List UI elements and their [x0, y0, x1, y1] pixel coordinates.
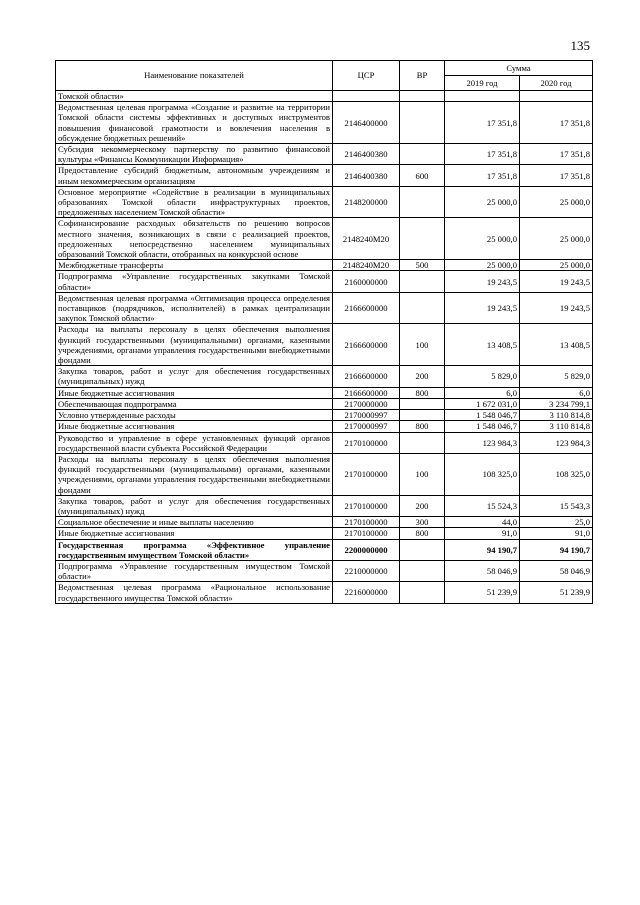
row-value-2019: 44,0 — [445, 517, 520, 528]
row-value-2019: 19 243,5 — [445, 271, 520, 292]
row-value-2019: 94 190,7 — [445, 539, 520, 560]
row-name: Иные бюджетные ассигнования — [56, 387, 333, 398]
row-csr: 2170100000 — [333, 495, 400, 516]
row-csr: 2146400000 — [333, 102, 400, 144]
row-name: Расходы на выплаты персоналу в целях обеспечения выполнения функций государственными (муниципальными) органами, казенными учреждениями, органами управления государственными внебюджетными фондами — [56, 324, 333, 366]
row-value-2020: 94 190,7 — [520, 539, 593, 560]
row-vr: 800 — [400, 528, 445, 539]
row-vr — [400, 539, 445, 560]
row-value-2019: 25 000,0 — [445, 186, 520, 218]
row-csr: 2170000000 — [333, 398, 400, 409]
table-row — [56, 324, 593, 366]
table-row — [56, 218, 593, 260]
table-row — [56, 260, 593, 271]
row-value-2020: 25 000,0 — [520, 218, 593, 260]
row-vr — [400, 432, 445, 453]
row-csr: 2148240M20 — [333, 218, 400, 260]
row-csr: 2166600000 — [333, 292, 400, 324]
row-csr: 2146400380 — [333, 144, 400, 165]
row-name: Ведомственная целевая программа «Рациональное использование государственного имущества Томской области» — [56, 582, 333, 603]
row-value-2019: 1 548 046,7 — [445, 410, 520, 421]
row-vr: 500 — [400, 260, 445, 271]
row-vr — [400, 410, 445, 421]
row-value-2020: 25,0 — [520, 517, 593, 528]
row-csr: 2166600000 — [333, 324, 400, 366]
row-value-2020: 5 829,0 — [520, 366, 593, 387]
row-name: Томской области» — [56, 91, 333, 102]
row-vr: 600 — [400, 165, 445, 186]
row-name: Социальное обеспечение и иные выплаты населению — [56, 517, 333, 528]
table-row — [56, 91, 593, 102]
row-value-2020: 25 000,0 — [520, 186, 593, 218]
table-row — [56, 410, 593, 421]
row-value-2020: 13 408,5 — [520, 324, 593, 366]
row-value-2020: 58 046,9 — [520, 560, 593, 581]
row-value-2020: 3 110 814,8 — [520, 421, 593, 432]
row-csr: 2166600000 — [333, 366, 400, 387]
row-vr: 100 — [400, 453, 445, 495]
row-value-2020: 15 543,3 — [520, 495, 593, 516]
row-value-2019: 1 548 046,7 — [445, 421, 520, 432]
row-value-2019: 17 351,8 — [445, 144, 520, 165]
row-value-2019: 5 829,0 — [445, 366, 520, 387]
row-name: Ведомственная целевая программа «Создание и развитие на территории Томской области системы эффективных и доступных инструментов повышения финансовой грамотности и вовлечения населения в обсуждение бюджетных решений» — [56, 102, 333, 144]
row-vr — [400, 186, 445, 218]
row-value-2019: 123 984,3 — [445, 432, 520, 453]
row-csr: 2160000000 — [333, 271, 400, 292]
row-name: Государственная программа «Эффективное управление государственным имуществом Томской области» — [56, 539, 333, 560]
row-value-2019: 1 672 031,0 — [445, 398, 520, 409]
table-row — [56, 495, 593, 516]
row-csr: 2200000000 — [333, 539, 400, 560]
table-row — [56, 517, 593, 528]
table-row — [56, 432, 593, 453]
table-row — [56, 398, 593, 409]
row-name: Расходы на выплаты персоналу в целях обеспечения выполнения функций государственными (муниципальными) органами, казенными учреждениями, органами управления государственными внебюджетными фондами — [56, 453, 333, 495]
row-value-2020 — [520, 91, 593, 102]
row-value-2019: 108 325,0 — [445, 453, 520, 495]
table-row — [56, 528, 593, 539]
row-value-2020: 19 243,5 — [520, 292, 593, 324]
row-csr: 2170100000 — [333, 517, 400, 528]
row-value-2019 — [445, 91, 520, 102]
row-value-2020: 17 351,8 — [520, 144, 593, 165]
row-name: Субсидия некоммерческому партнерству по развитию финансовой культуры «Финансы Коммуникации Информация» — [56, 144, 333, 165]
table-row — [56, 560, 593, 581]
table-row — [56, 453, 593, 495]
header-2020: 2020 год — [520, 76, 593, 91]
row-value-2019: 17 351,8 — [445, 102, 520, 144]
row-csr: 2170000997 — [333, 410, 400, 421]
header-csr: ЦСР — [333, 61, 400, 91]
header-vr: ВР — [400, 61, 445, 91]
budget-table — [55, 60, 593, 604]
row-value-2019: 51 239,9 — [445, 582, 520, 603]
row-vr — [400, 218, 445, 260]
row-value-2019: 17 351,8 — [445, 165, 520, 186]
row-name: Межбюджетные трансферты — [56, 260, 333, 271]
table-row — [56, 165, 593, 186]
row-value-2020: 108 325,0 — [520, 453, 593, 495]
row-vr — [400, 144, 445, 165]
table-row — [56, 366, 593, 387]
row-value-2020: 123 984,3 — [520, 432, 593, 453]
row-name: Закупка товаров, работ и услуг для обеспечения государственных (муниципальных) нужд — [56, 366, 333, 387]
row-name: Руководство и управление в сфере установленных функций органов государственной власти субъекта Российской Федерации — [56, 432, 333, 453]
row-value-2020: 6,0 — [520, 387, 593, 398]
row-vr — [400, 271, 445, 292]
table-body — [56, 91, 593, 604]
row-csr: 2170000997 — [333, 421, 400, 432]
row-name: Условно утвержденные расходы — [56, 410, 333, 421]
row-value-2019: 91,0 — [445, 528, 520, 539]
row-value-2019: 13 408,5 — [445, 324, 520, 366]
row-value-2020: 19 243,5 — [520, 271, 593, 292]
table-header — [56, 61, 593, 91]
table-row — [56, 582, 593, 603]
row-value-2020: 17 351,8 — [520, 165, 593, 186]
row-name: Ведомственная целевая программа «Оптимизация процесса определения поставщиков (подрядчиков, исполнителей) в рамках централизации закупок Томской области» — [56, 292, 333, 324]
row-value-2020: 25 000,0 — [520, 260, 593, 271]
row-value-2020: 3 234 799,1 — [520, 398, 593, 409]
row-vr — [400, 102, 445, 144]
row-name: Иные бюджетные ассигнования — [56, 528, 333, 539]
row-name: Софинансирование расходных обязательств по решению вопросов местного значения, возникающих в связи с реализацией проектов, предложенных непосредственно населением муниципальных образований Томской области, отобранных на конкурсной основе — [56, 218, 333, 260]
row-value-2019: 58 046,9 — [445, 560, 520, 581]
page-number: 135 — [570, 38, 590, 53]
row-csr: 2148200000 — [333, 186, 400, 218]
row-csr: 2170100000 — [333, 432, 400, 453]
table-row — [56, 271, 593, 292]
row-csr: 2210000000 — [333, 560, 400, 581]
header-sum: Сумма — [445, 61, 593, 76]
row-vr — [400, 560, 445, 581]
row-vr — [400, 582, 445, 603]
row-csr: 2166600000 — [333, 387, 400, 398]
row-value-2019: 25 000,0 — [445, 260, 520, 271]
table-row — [56, 292, 593, 324]
row-vr: 100 — [400, 324, 445, 366]
header-2019: 2019 год — [445, 76, 520, 91]
table-row — [56, 539, 593, 560]
row-name: Основное мероприятие «Содействие в реализации в муниципальных образованиях Томской области инфраструктурных проектов, предложенных населением Томской области» — [56, 186, 333, 218]
row-vr — [400, 91, 445, 102]
row-name: Закупка товаров, работ и услуг для обеспечения государственных (муниципальных) нужд — [56, 495, 333, 516]
row-csr: 2216000000 — [333, 582, 400, 603]
row-value-2020: 17 351,8 — [520, 102, 593, 144]
row-value-2020: 3 110 814,8 — [520, 410, 593, 421]
row-vr: 800 — [400, 421, 445, 432]
row-csr: 2146400380 — [333, 165, 400, 186]
table-row — [56, 102, 593, 144]
row-value-2019: 25 000,0 — [445, 218, 520, 260]
row-csr: 2170100000 — [333, 528, 400, 539]
row-name: Иные бюджетные ассигнования — [56, 421, 333, 432]
row-vr: 800 — [400, 387, 445, 398]
row-value-2019: 6,0 — [445, 387, 520, 398]
table-row — [56, 387, 593, 398]
row-csr: 2170100000 — [333, 453, 400, 495]
row-value-2020: 91,0 — [520, 528, 593, 539]
row-vr: 200 — [400, 495, 445, 516]
row-vr: 300 — [400, 517, 445, 528]
row-csr — [333, 91, 400, 102]
table-row — [56, 144, 593, 165]
row-name: Предоставление субсидий бюджетным, автономным учреждениям и иным некоммерческим организациям — [56, 165, 333, 186]
row-vr — [400, 398, 445, 409]
table-row — [56, 421, 593, 432]
row-value-2019: 19 243,5 — [445, 292, 520, 324]
header-name: Наименование показателей — [56, 61, 333, 91]
row-vr: 200 — [400, 366, 445, 387]
row-value-2019: 15 524,3 — [445, 495, 520, 516]
row-csr: 2148240M20 — [333, 260, 400, 271]
table-row — [56, 186, 593, 218]
row-value-2020: 51 239,9 — [520, 582, 593, 603]
row-name: Подпрограмма «Управление государственных закупками Томской области» — [56, 271, 333, 292]
row-name: Подпрограмма «Управление государственным имуществом Томской области» — [56, 560, 333, 581]
row-name: Обеспечивающая подпрограмма — [56, 398, 333, 409]
row-vr — [400, 292, 445, 324]
